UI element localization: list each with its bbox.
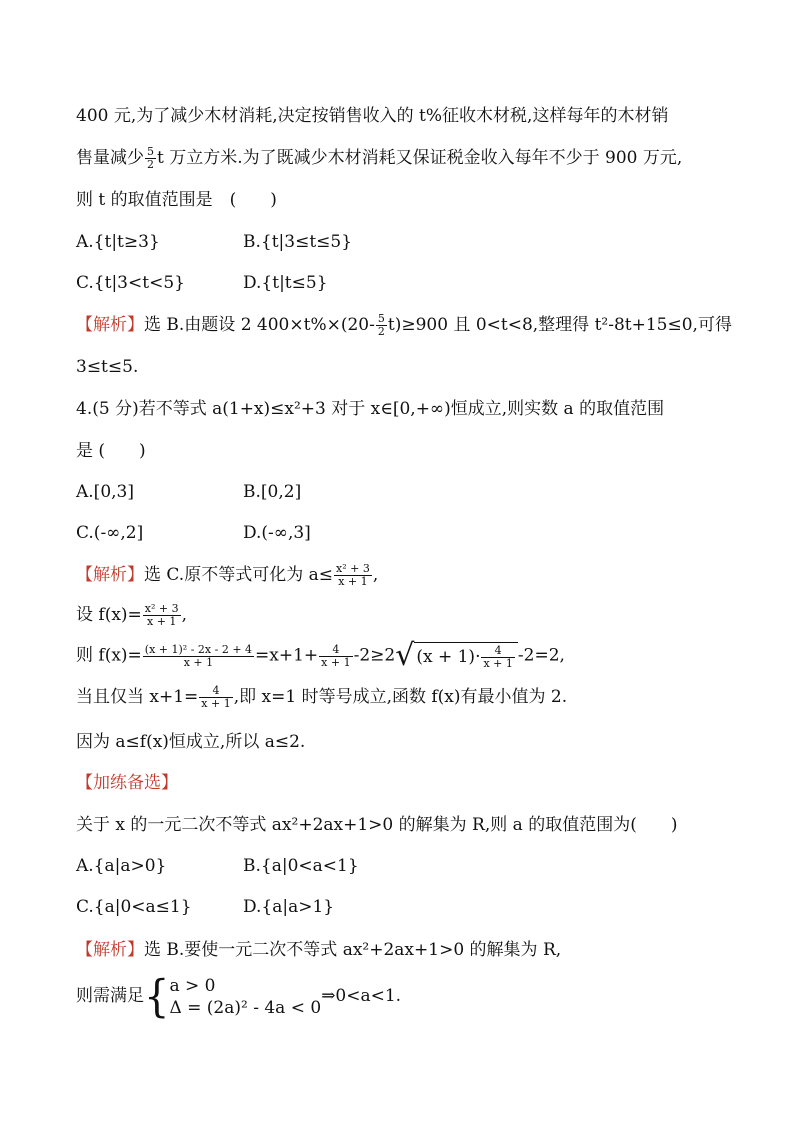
problem3-line2	[76, 146, 682, 171]
fraction-numerator: x² + 3	[336, 562, 370, 575]
sqrt-sign-icon: √	[395, 638, 415, 673]
problem3-option-b: B.{t|3≤t≤5}	[243, 232, 353, 252]
solution-text: 则需满足	[76, 986, 144, 1006]
fraction-denominator: x + 1	[483, 657, 513, 670]
extra-solution-line2	[76, 972, 401, 1020]
solution-text: 当且仅当 x+1=	[76, 687, 199, 707]
problem4-line2: 是 ( )	[76, 441, 146, 461]
solution-text: t)≥900 且 0<t<8,整理得 t²-8t+15≤0,可得	[387, 315, 732, 335]
extra-option-c: C.{a|0<a≤1}	[76, 897, 192, 917]
problem4-solution-line2	[76, 603, 187, 628]
fraction-numerator: 4	[319, 644, 352, 657]
fraction-denominator: 2	[377, 325, 385, 338]
problem4-line1: 4.(5 分)若不等式 a(1+x)≤x²+3 对于 x∈[0,+∞)恒成立,则实数 a 的取值范围	[76, 399, 665, 419]
solution-tag: 【解析】	[76, 565, 144, 585]
fraction	[145, 146, 156, 171]
solution-text: ,	[372, 565, 379, 585]
fraction-numerator: 5	[147, 145, 154, 158]
fraction-denominator: x + 1	[201, 697, 231, 710]
problem4-solution-line4	[76, 685, 567, 710]
fraction-denominator: 2	[147, 158, 154, 171]
fraction	[376, 313, 387, 338]
solution-text: 选 C.原不等式可化为 a≤	[144, 565, 333, 585]
fraction-denominator: x + 1	[147, 615, 177, 628]
solution-text: -2≥2	[353, 645, 396, 666]
extra-line1: 关于 x 的一元二次不等式 ax²+2ax+1>0 的解集为 R,则 a 的取值范围为( )	[76, 815, 678, 835]
radicand-text: (x + 1)·	[416, 647, 481, 667]
solution-text: 设 f(x)=	[76, 605, 142, 625]
fraction-numerator: 5	[377, 312, 385, 325]
fraction-numerator: (x + 1)² - 2x - 2 + 4	[144, 642, 253, 656]
problem4-solution-line1	[76, 563, 378, 588]
problem4-option-c: C.(-∞,2]	[76, 523, 144, 543]
solution-text: ,	[181, 605, 188, 625]
fraction-numerator: 4	[199, 685, 232, 698]
problem4-solution-line3	[76, 638, 565, 673]
extra-option-d: D.{a|a>1}	[243, 897, 335, 917]
fraction	[319, 644, 352, 669]
problem3-option-d: D.{t|t≤5}	[243, 273, 328, 293]
problem3-line3: 则 t 的取值范围是 ( )	[76, 190, 277, 210]
solution-tag: 【解析】	[76, 940, 144, 960]
solution-tag: 【解析】	[76, 315, 144, 335]
fraction	[481, 645, 514, 670]
problem3-option-a: A.{t|t≥3}	[76, 232, 160, 252]
fraction-denominator: x + 1	[338, 575, 368, 588]
radicand	[414, 642, 518, 670]
solution-text: 选 B.要使一元二次不等式 ax²+2ax+1>0 的解集为 R,	[144, 940, 562, 960]
extra-solution-line1	[76, 938, 561, 962]
fraction-denominator: x + 1	[321, 655, 351, 669]
problem3-solution-line2: 3≤t≤5.	[76, 357, 139, 377]
extra-option-b: B.{a|0<a<1}	[243, 856, 359, 876]
problem3-line1: 400 元,为了减少木材消耗,决定按销售收入的 t%征收木材税,这样每年的木材销	[76, 106, 669, 126]
problem3-line2-b: t 万立方米.为了既减少木材消耗又保证税金收入每年不少于 900 万元,	[157, 148, 683, 168]
problem3-option-c: C.{t|3<t<5}	[76, 273, 185, 293]
problem4-option-b: B.[0,2]	[243, 482, 302, 502]
extra-option-a: A.{a|a>0}	[76, 856, 167, 876]
problem4-option-d: D.(-∞,3]	[243, 523, 311, 543]
fraction	[143, 644, 254, 669]
system-row-1: a > 0	[169, 975, 216, 996]
solution-text: ⇒0<a<1.	[321, 986, 402, 1006]
inequality-system	[169, 975, 321, 1019]
problem3-solution-line1	[76, 313, 732, 338]
problem3-line2-a: 售量减少	[76, 148, 144, 168]
problem4-option-a: A.[0,3]	[76, 482, 134, 502]
fraction	[199, 685, 232, 710]
solution-text: =x+1+	[255, 645, 319, 666]
fraction	[143, 603, 181, 628]
fraction-numerator: 4	[481, 645, 514, 658]
solution-text: 则 f(x)=	[76, 645, 142, 666]
extra-heading: 【加练备选】	[76, 773, 178, 793]
fraction-denominator: x + 1	[183, 655, 214, 669]
fraction-numerator: x² + 3	[144, 602, 179, 615]
system-row-2: Δ = (2a)² - 4a < 0	[169, 997, 322, 1018]
solution-text: 选 B.由题设 2 400×t%×(20-	[144, 315, 375, 335]
fraction	[334, 563, 372, 588]
problem4-solution-line5: 因为 a≤f(x)恒成立,所以 a≤2.	[76, 732, 306, 752]
solution-text: ,即 x=1 时等号成立,函数 f(x)有最小值为 2.	[233, 687, 568, 707]
solution-text: -2=2,	[517, 645, 565, 666]
left-brace-icon: {	[144, 971, 170, 1022]
